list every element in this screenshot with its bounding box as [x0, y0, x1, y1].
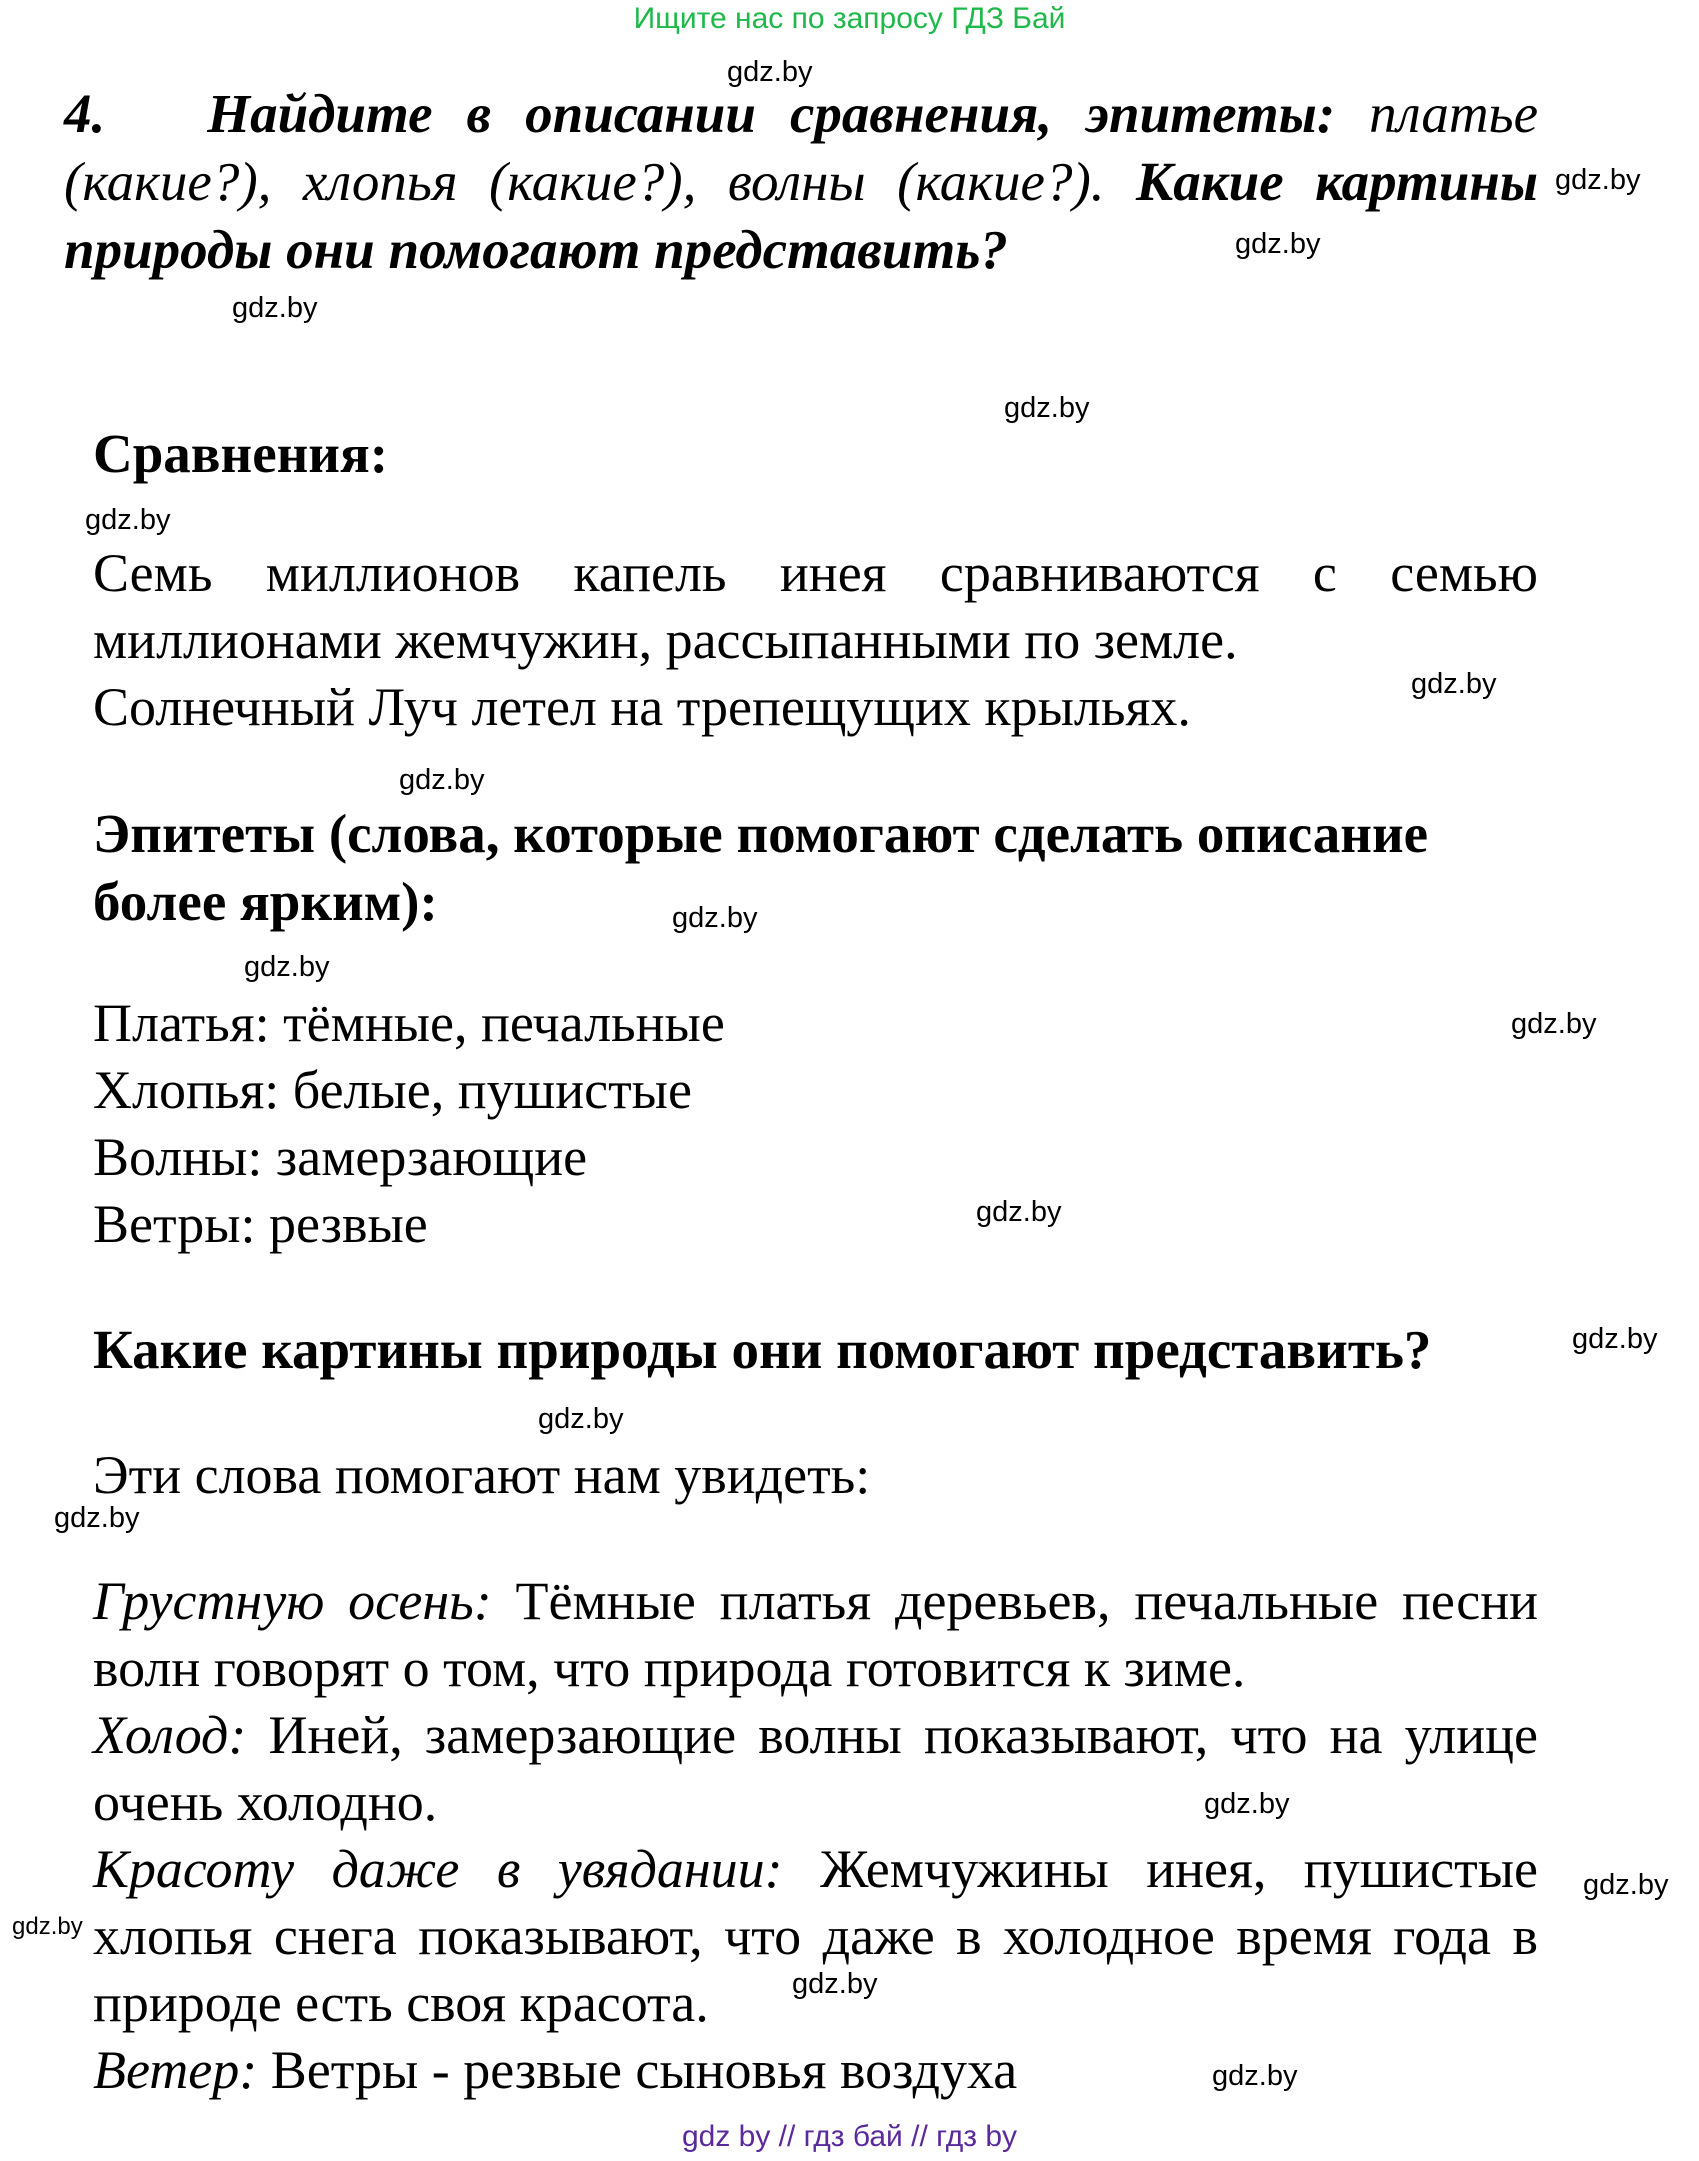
picture-label: Грустную осень: — [93, 1571, 492, 1631]
watermark: gdz.by — [1004, 392, 1090, 424]
watermark: gdz.by — [538, 1403, 624, 1435]
watermark: gdz.by — [792, 1968, 878, 2000]
pictures-heading: Какие картины природы они помогают представить? — [93, 1319, 1432, 1380]
epithet-item: Хлопья: белые, пушистые — [93, 1060, 692, 1120]
pictures-intro: Эти слова помогают нам увидеть: — [93, 1445, 871, 1505]
watermark: gdz.by — [85, 504, 171, 536]
watermark: gdz.by — [399, 764, 485, 796]
comparison-text-2: Солнечный Луч летел на трепещущих крыльях. — [93, 677, 1191, 737]
epithet-item: Волны: замерзающие — [93, 1127, 588, 1187]
comparison-text-1: Семь миллионов капель инея сравниваются с семью миллионами жемчужин, рассыпанными по земле. — [93, 543, 1538, 670]
watermark: gdz.by — [1572, 1323, 1658, 1355]
footer-links[interactable]: gdz by // гдз бай // гдз by — [681, 2120, 1018, 2153]
watermark: gdz.by — [54, 1502, 140, 1534]
picture-item-sad-autumn — [93, 1568, 1538, 1702]
comparisons-section — [93, 540, 1538, 741]
comparisons-heading: Сравнения: — [93, 423, 389, 484]
task-number: 4. — [64, 83, 106, 144]
picture-item-cold — [93, 1702, 1538, 1836]
watermark: gdz.by — [12, 1913, 83, 1940]
epithet-item: Ветры: резвые — [93, 1194, 428, 1254]
picture-text: Тёмные платья деревьев, печальные песни волн говорят о том, что природа готовится к зиме. — [93, 1571, 1539, 1698]
epithet-item: Платья: тёмные, печальные — [93, 993, 725, 1053]
header-search-hint[interactable]: Ищите нас по запросу ГДЗ Бай — [633, 2, 1066, 35]
task-bold-part1: Найдите в описании сравнения, эпитеты: — [207, 83, 1336, 144]
epithets-heading: Эпитеты (слова, которые помогают сделать описание более ярким): — [93, 803, 1429, 932]
picture-text: Иней, замерзающие волны показывают, что на улице очень холодно. — [93, 1705, 1538, 1832]
picture-text: Жемчужины инея, пушистые хлопья снега показывают, что даже в холодное время года в природе есть своя красота. — [93, 1839, 1538, 2033]
epithets-list — [93, 990, 1538, 1258]
watermark: gdz.by — [727, 56, 813, 88]
task-bold-part2: Какие картины природы они помогают представить? — [64, 151, 1539, 280]
picture-label: Ветер: — [93, 2040, 258, 2100]
watermark: gdz.by — [1235, 228, 1321, 260]
picture-label: Красоту даже в увядании: — [93, 1839, 783, 1899]
picture-label: Холод: — [93, 1705, 247, 1765]
watermark: gdz.by — [244, 951, 330, 983]
picture-item-beauty — [93, 1836, 1538, 2037]
watermark: gdz.by — [1583, 1869, 1669, 1901]
watermark: gdz.by — [232, 292, 318, 324]
watermark: gdz.by — [1204, 1788, 1290, 1820]
watermark: gdz.by — [1212, 2060, 1298, 2092]
watermark: gdz.by — [1411, 668, 1497, 700]
picture-item-wind — [93, 2037, 1538, 2104]
watermark: gdz.by — [976, 1196, 1062, 1228]
pictures-list — [93, 1568, 1538, 2104]
task-italic-part: платье (какие?), хлопья (какие?), волны (какие?). — [64, 83, 1538, 212]
watermark: gdz.by — [1511, 1008, 1597, 1040]
watermark: gdz.by — [1555, 164, 1641, 196]
picture-text: Ветры - резвые сыновья воздуха — [270, 2040, 1018, 2100]
watermark: gdz.by — [672, 902, 758, 934]
